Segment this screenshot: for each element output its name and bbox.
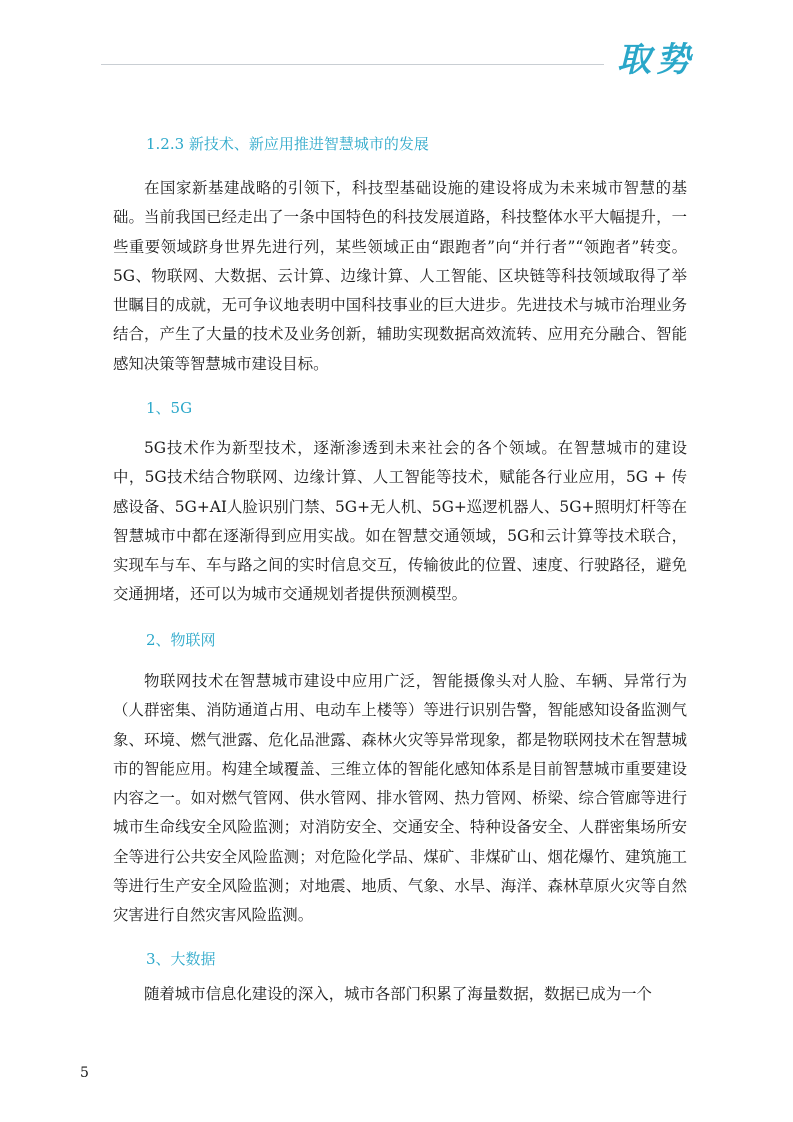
section-heading: 1.2.3 新技术、新应用推进智慧城市的发展 [146,135,429,153]
page-number: 5 [80,1065,89,1081]
subhead-5g: 1、5G [146,399,193,417]
paragraph-big-data: 随着城市信息化建设的深入，城市各部门积累了海量数据，数据已成为一个 [144,985,652,1003]
header-rule [101,64,604,65]
paragraph-5g: 5G技术作为新型技术，逐渐渗透到未来社会的各个领域。在智慧城市的建设中，5G技术结合物联网、边缘计算、人工智能等技术，赋能各行业应用，5G + 传感设备、5G+AI人脸识别门禁、5G+无人机、5G+巡逻机器人、5G+照明灯杆等在智慧城市中都在逐渐得到应用实战。如在智慧交通领域，5G和云计算等技术联合，实现车与车、车与路之间的实时信息交互，传输彼此的位置、速度、行驶路径，避免交通拥堵，还可以为城市交通规划者提供预测模型。 [113,439,687,604]
paragraph-iot: 物联网技术在智慧城市建设中应用广泛，智能摄像头对人脸、车辆、异常行为（人群密集、消防通道占用、电动车上楼等）等进行识别告警，智能感知设备监测气象、环境、燃气泄露、危化品泄露、森林火灾等异常现象，都是物联网技术在智慧城市的智能应用。构建全域覆盖、三维立体的智能化感知体系是目前智慧城市重要建设内容之一。如对燃气管网、供水管网、排水管网、热力管网、桥梁、综合管廊等进行城市生命线安全风险监测；对消防安全、交通安全、特种设备安全、人群密集场所安全等进行公共安全风险监测；对危险化学品、煤矿、非煤矿山、烟花爆竹、建筑施工等进行生产安全风险监测；对地震、地质、气象、水旱、海洋、森林草原火灾等自然灾害进行自然灾害风险监测。 [113,672,687,925]
subhead-big-data: 3、大数据 [146,950,216,968]
header-logo-mark: 取势 [617,40,695,80]
subhead-iot: 2、物联网 [146,631,216,649]
intro-paragraph: 在国家新基建战略的引领下，科技型基础设施的建设将成为未来城市智慧的基础。当前我国已经走出了一条中国特色的科技发展道路，科技整体水平大幅提升，一些重要领域跻身世界先进行列，某些领域正由“跟跑者”向“并行者”“领跑者”转变。5G、物联网、大数据、云计算、边缘计算、人工智能、区块链等科技领域取得了举世瞩目的成就，无可争议地表明中国科技事业的巨大进步。先进技术与城市治理业务结合，产生了大量的技术及业务创新，辅助实现数据高效流转、应用充分融合、智能感知决策等智慧城市建设目标。 [113,179,687,373]
